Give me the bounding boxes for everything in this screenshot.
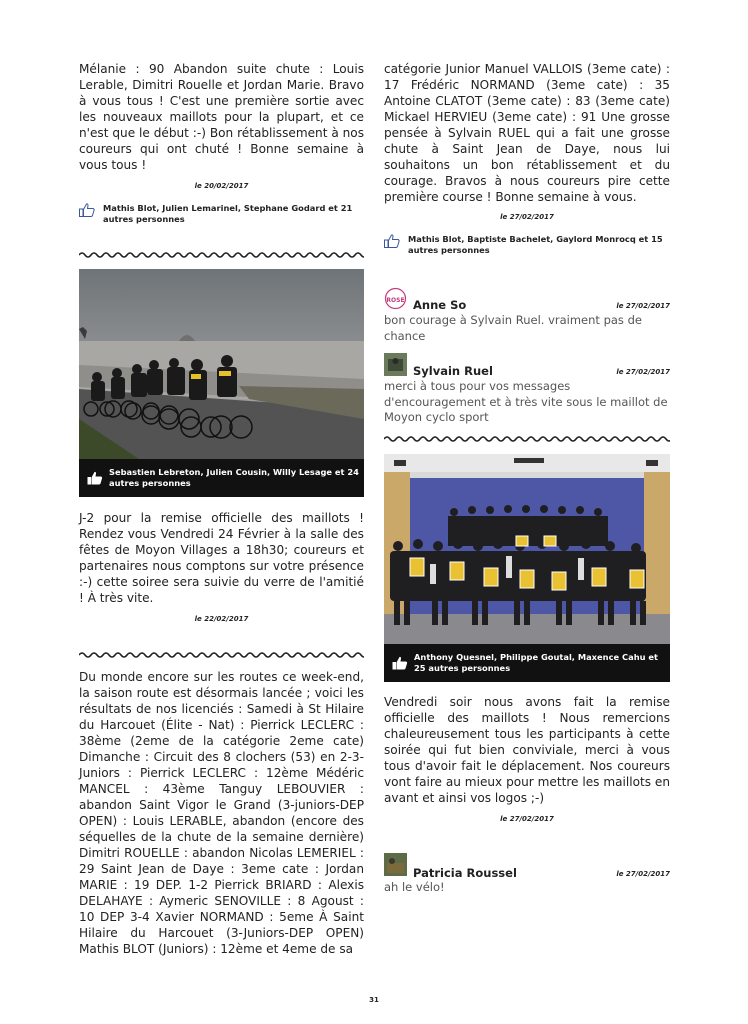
photo-likes-names: Sebastien Lebreton, Julien Cousin, Willy Lesage et 24 autres personnes — [109, 467, 359, 488]
comment-author[interactable]: Anne So — [413, 298, 467, 312]
thumbs-up-icon — [87, 471, 103, 485]
group-photo-image — [384, 454, 670, 644]
thumbs-up-icon — [384, 234, 400, 248]
post-text-jersey-announcement: J-2 pour la remise officielle des maillots ! Rendez vous Vendredi 24 Février à la salle des fêtes de Moyon Villages a 18h30; coureurs et partenaires nous comptons sur votre présence :-) cette soiree sera suivie du verre de l'amitié ! À très vite. — [79, 511, 364, 605]
photo-likes-bar[interactable] — [79, 459, 364, 497]
post-date: le 22/02/2017 — [194, 615, 249, 623]
post-date: le 27/02/2017 — [500, 815, 554, 823]
comment-text: bon courage à Sylvain Ruel. vraiment pas de chance — [384, 313, 642, 343]
cyclists-photo-image — [79, 269, 364, 459]
post-text-results-2: Du monde encore sur les routes ce week-end, la saison route est désormais lancée ; voici les résultats de nos licenciés : Samedi à St Hilaire du Harcouet (Élite - Nat) : Pierrick LECLERC : 38ème (2eme de la catégorie 2eme cate) Dimanche : Circuit des 8 clochers (53) en 2-3-Juniors : Pierrick LECLERC : 12ème Médéric MANCEL : 43ème Tanguy LEBOUVIER : abandon Saint Vigor le Grand (3-juniors-DEP OPEN) : Louis LERABLE, abandon (encore des séquelles de la chute de la semaine dernière) Dimitri ROUELLE : abandon Nicolas LEMERIEL : 29 Saint Jean de Daye : 3eme cate : Jordan MARIE : 19 DEP. 1-2 Pierrick BRIARD : Alexis DELAHAYE : Aymeric SENOVILLE : 8 Agoust : 10 DEP 3-4 Xavier NORMAND : 5eme À Saint Hilaire du Harcouet (3-Juniors-DEP OPEN) Mathis BLOT (Juniors) : 12ème et 4eme de sa — [79, 670, 364, 956]
comment-text: ah le vélo! — [384, 880, 445, 894]
photo-likes-bar[interactable] — [384, 644, 670, 682]
cyclists-photo[interactable] — [79, 269, 364, 497]
comment — [384, 853, 670, 903]
avatar[interactable] — [384, 287, 407, 310]
group-photo[interactable] — [384, 454, 670, 682]
wavy-divider — [79, 251, 364, 259]
page-number: 31 — [369, 996, 379, 1004]
post-date: le 20/02/2017 — [194, 182, 249, 190]
comment-date: le 27/02/2017 — [616, 368, 670, 376]
likes-names: Mathis Blot, Julien Lemarinel, Stephane Godard et 21 autres personnes — [103, 203, 353, 224]
avatar[interactable] — [384, 853, 407, 876]
likes-names: Mathis Blot, Baptiste Bachelet, Gaylord Monrocq et 15 autres personnes — [408, 234, 663, 255]
avatar-label: ROSE — [386, 297, 405, 304]
post-text-jersey-ceremony: Vendredi soir nous avons fait la remise officielle des maillots ! Nous remercions chaleureusement tous les participants à cette soirée qui fut bien conviviale, merci à vous tous d'avoir fait le déplacement. Nos coureurs vont faire au mieux pour mettre les maillots en avant et ainsi vos logos ;-) — [384, 695, 670, 805]
thumbs-up-icon — [79, 203, 95, 217]
photo-likes-names: Anthony Quesnel, Philippe Goutal, Maxence Cahu et 25 autres personnes — [414, 652, 658, 673]
comment-date: le 27/02/2017 — [616, 870, 670, 878]
post-text-results-continued: catégorie Junior Manuel VALLOIS (3eme cate) : 17 Frédéric NORMAND (3eme cate) : 35 Antoine CLATOT (3eme cate) : 83 (3eme cate) Mickael HERVIEU (3eme cate) : 91 Une grosse pensée à Sylvain RUEL qui a fait une grosse chute à Saint Jean de Daye, nous lui souhaitons un bon rétablissement et du courage. Bravos à nous coureurs pire cette première course ! Bonne semaine à vous. — [384, 62, 670, 204]
wavy-divider — [384, 435, 670, 443]
likes-row[interactable] — [384, 234, 670, 256]
post-date: le 27/02/2017 — [500, 213, 554, 221]
comment-author[interactable]: Sylvain Ruel — [413, 364, 493, 378]
comment — [384, 353, 670, 424]
thumbs-up-icon — [392, 656, 408, 670]
likes-row[interactable] — [79, 203, 364, 225]
avatar[interactable] — [384, 353, 407, 376]
wavy-divider — [79, 651, 364, 659]
comment-date: le 27/02/2017 — [616, 302, 670, 310]
comment-author[interactable]: Patricia Roussel — [413, 866, 517, 880]
comment — [384, 287, 670, 347]
comment-text: merci à tous pour vos messages d'encouragement et à très vite sous le maillot de Moyon cyclo sport — [384, 379, 668, 424]
post-text-results-1: Mélanie : 90 Abandon suite chute : Louis Lerable, Dimitri Rouelle et Jordan Marie. Bravo à vous tous ! C'est une première sortie avec les nouveaux maillots pour la plupart, et ce n'est que le début :-) Bon rétablissement à nos coureurs qui ont chuté ! Bonne semaine à vous tous ! — [79, 62, 364, 172]
